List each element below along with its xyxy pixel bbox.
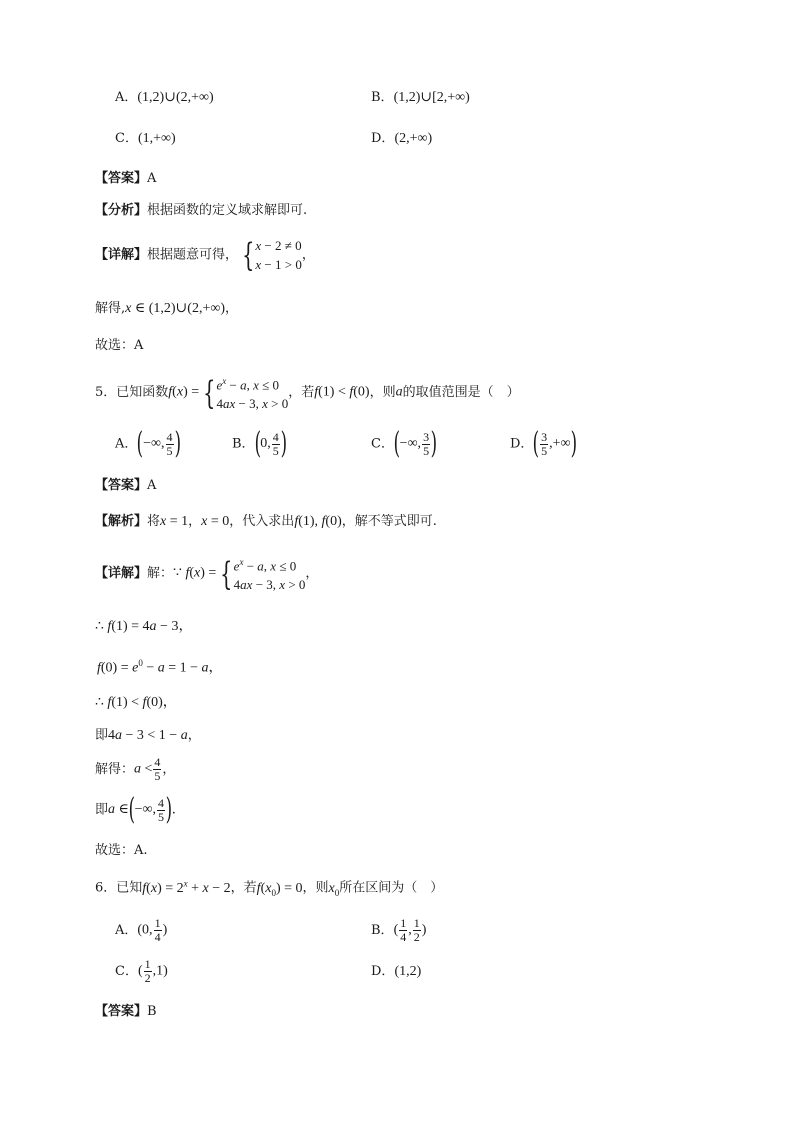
q4-analysis: 【分析】根据函数的定义域求解即可. [95,203,308,218]
q6-option-c: C．( $\frac{1}{2}$ ,1) [115,957,168,985]
q4-solution-math: x ∈ (1,2)∪(2,+∞) [125,301,225,316]
q4-option-d: D．(2,+∞) [371,131,433,146]
q4-option-c: C．(1,+∞) [115,131,176,146]
q5-analysis: 【解析】将x = 1，x = 0，代入求出f(1), f(0)，解不等式即可. [95,514,437,529]
fraction: $\frac{3}{5}$ [423,429,430,458]
q5-piecewise: $e^x - a$, x ≤ 0 4ax − 3, x > 0 [216,376,289,412]
fraction: $\frac{1}{2}$ [144,957,151,985]
q4-solution: 解得,x ∈ (1,2)∪(2,+∞)， [95,301,238,316]
fraction: $\frac{4}{5}$ [166,429,173,458]
q5-option-d: D．( $\frac{3}{5}$ ,+∞) [510,426,577,461]
q4-answer: 【答案】A [95,171,157,186]
q4-choice: 故选：A [95,338,144,353]
q5-condition: f(1) < f(0) [314,384,370,400]
fraction: $\frac{1}{4}$ [154,916,161,944]
q5-step-ineq: 即4a − 3 < 1 − a， [95,728,201,743]
q5-option-c: C．(−∞, $\frac{3}{5}$ ) [371,426,438,461]
q5-step-solve: 解得：a < $\frac{4}{5}$ ， [95,755,176,783]
q5-option-b: B．(0, $\frac{4}{5}$ ) [232,426,287,461]
q6-option-b: B．( $\frac{1}{4}$ , $\frac{1}{2}$ ) [371,916,427,944]
q5-step-compare: ∴ f(1) < f(0)， [95,695,177,710]
q5-detail: 【详解】解：∵ f(x) = { $e^x - a$, x ≤ 0 4ax − 3, x > 0 ， [95,554,319,593]
fraction: $\frac{4}{5}$ [158,795,164,824]
q6-option-d: D．(1,2) [371,964,422,979]
fraction: $\frac{1}{2}$ [413,916,420,944]
q4-option-d-math: (2,+∞) [394,131,433,146]
q5-step-f0: $f(0) = e^0 - a = 1 - a$， [97,658,223,676]
q4-option-b-math: (1,2)∪[2,+∞) [393,90,470,105]
q5-step-result: 即a ∈(−∞, $\frac{4}{5}$ ). [95,792,176,827]
fraction: $\frac{1}{4}$ [400,916,407,944]
q5-step-f1: ∴ f(1) = 4a − 3， [95,619,193,634]
q5-option-a: A．(−∞, $\frac{4}{5}$ ) [115,426,181,461]
q4-option-a: A．(1,2)∪(2,+∞) [115,90,214,105]
left-brace: { [203,373,216,412]
q6-answer: 【答案】B [95,1004,157,1019]
q6-stem: 6．已知$f(x) = 2^x + x - 2$，若$f(x_0) = 0$，则$x_0$所在区间为（ ） [95,878,444,898]
q4-option-b: B．(1,2)∪[2,+∞) [371,90,470,105]
q5-answer: 【答案】A [95,478,157,493]
fraction: $\frac{4}{5}$ [272,429,279,458]
fraction: $\frac{3}{5}$ [541,429,548,458]
q6-option-a: A．(0, $\frac{1}{4}$ ) [115,916,168,944]
left-brace: { [220,554,233,593]
fraction: $\frac{4}{5}$ [154,755,161,783]
q5-fx: f(x) = [168,384,200,400]
q5-choice: 故选：A. [95,843,148,858]
q4-system: x − 2 ≠ 0 x − 1 > 0 [255,238,302,272]
q5-var-a: a [395,384,403,400]
q5-stem: 5．已知函数f(x) = { $e^x - a$, x ≤ 0 4ax − 3, x > 0 ，若f(1) < f(0)，则a的取值范围是（ ） [95,373,520,412]
q4-option-a-math: (1,2)∪(2,+∞) [137,90,214,105]
q4-detail: 【详解】根据题意可得， { x − 2 ≠ 0 x − 1 > 0 ， [95,236,315,274]
q4-option-c-math: (1,+∞) [137,131,176,146]
left-brace: { [242,236,255,274]
q5-piecewise-detail: $e^x - a$, x ≤ 0 4ax − 3, x > 0 [233,557,306,593]
